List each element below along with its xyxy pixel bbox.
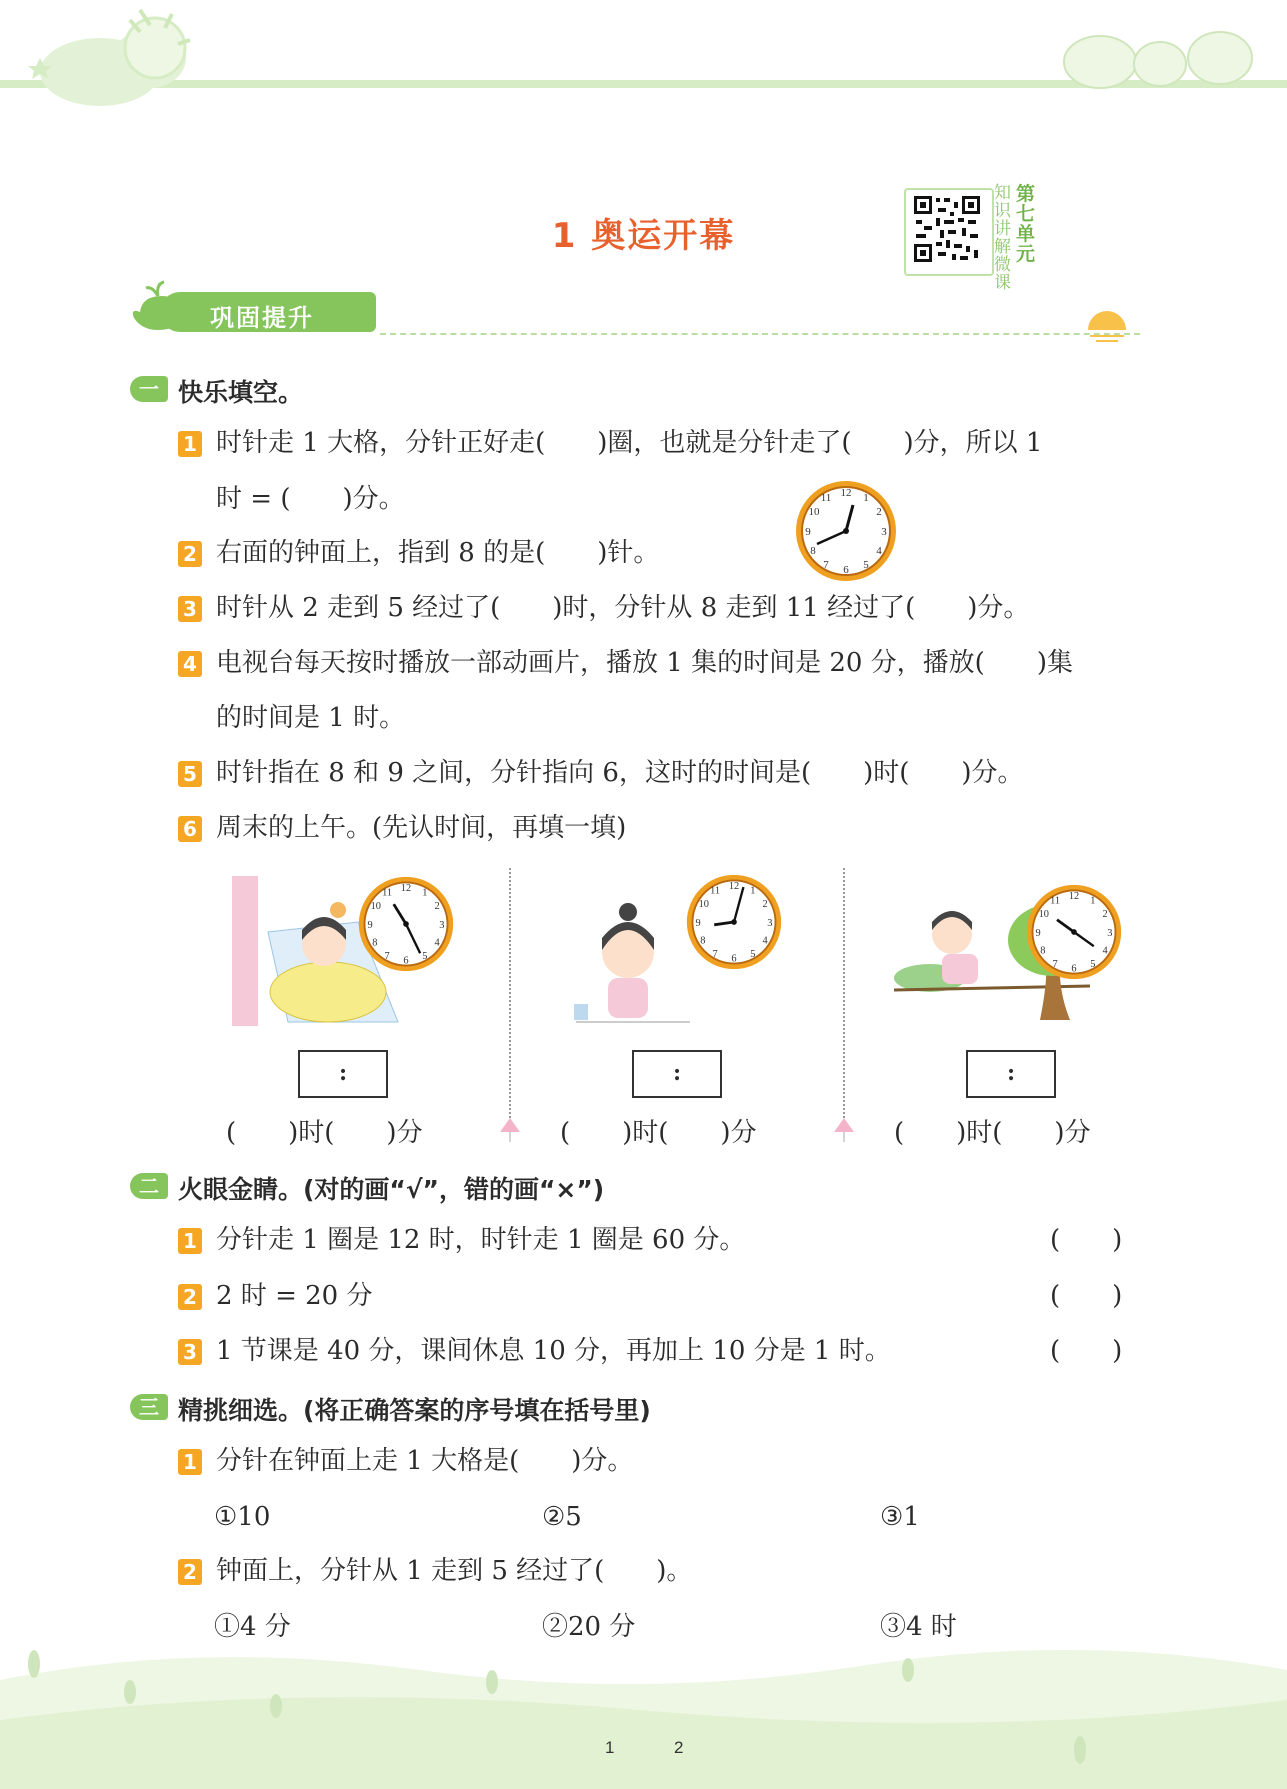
qr-label-char: 七 xyxy=(1016,203,1036,225)
question-text: 钟面上，分针从 1 走到 5 经过了( )。 xyxy=(216,1556,693,1586)
svg-text:11: 11 xyxy=(710,885,721,897)
option[interactable]: ③4 时 xyxy=(880,1612,957,1642)
clock-icon xyxy=(1024,882,1124,982)
sunset-icon xyxy=(1084,300,1130,346)
option[interactable]: ②20 分 xyxy=(542,1612,636,1642)
svg-text:2: 2 xyxy=(434,900,440,912)
svg-text:1: 1 xyxy=(750,885,756,897)
footer-landscape xyxy=(0,1640,1287,1789)
svg-text:3: 3 xyxy=(881,526,887,538)
time-answer-box[interactable]: : xyxy=(298,1050,388,1098)
question-text: 时针从 2 走到 5 经过了( )时，分针从 8 走到 11 经过了( )分。 xyxy=(216,593,1030,623)
svg-text:2: 2 xyxy=(876,506,882,518)
svg-text:10: 10 xyxy=(1038,908,1049,920)
svg-text:8: 8 xyxy=(700,935,706,947)
question-text: 2 时 = 20 分 xyxy=(216,1281,373,1311)
svg-text:9: 9 xyxy=(805,526,811,538)
question-text: 分针走 1 圈是 12 时，时针走 1 圈是 60 分。 xyxy=(216,1225,746,1255)
question-text: 时针指在 8 和 9 之间，分针指向 6，这时的时间是( )时( )分。 xyxy=(216,758,1024,788)
qr-label-char: 识 xyxy=(994,201,1011,221)
panel-answer: ( )时( )分 xyxy=(226,1118,423,1148)
header-decoration xyxy=(0,0,1287,120)
svg-text:1: 1 xyxy=(863,492,869,504)
question-text: 1 节课是 40 分，课间休息 10 分，再加上 10 分是 1 时。 xyxy=(216,1336,891,1366)
qr-label-char: 解 xyxy=(994,237,1011,257)
question-number: 2 xyxy=(178,1284,202,1310)
svg-text:1: 1 xyxy=(422,887,428,899)
svg-text:3: 3 xyxy=(1107,927,1113,939)
option[interactable]: ①4 分 xyxy=(214,1612,291,1642)
question-number: 5 xyxy=(178,761,202,787)
qr-label-unit xyxy=(1016,184,1036,264)
svg-text:5: 5 xyxy=(863,559,869,571)
panel-answer: ( )时( )分 xyxy=(894,1118,1091,1148)
option[interactable]: ①10 xyxy=(214,1502,271,1532)
svg-text:6: 6 xyxy=(1071,963,1077,975)
svg-text:12: 12 xyxy=(840,487,852,499)
question-number: 3 xyxy=(178,1339,202,1365)
svg-text:9: 9 xyxy=(367,919,373,931)
svg-text:2: 2 xyxy=(762,898,768,910)
section1-badge: 一 xyxy=(130,376,168,402)
svg-text:8: 8 xyxy=(372,937,378,949)
question-number: 2 xyxy=(178,1559,202,1585)
page-number-right: 2 xyxy=(674,1738,684,1757)
svg-text:8: 8 xyxy=(1040,945,1046,957)
panel-divider xyxy=(843,868,845,1118)
question-number: 2 xyxy=(178,541,202,567)
section3-title: 精挑细选。(将正确答案的序号填在括号里) xyxy=(178,1396,651,1425)
svg-text:2: 2 xyxy=(1102,908,1108,920)
svg-text:11: 11 xyxy=(820,492,832,504)
svg-text:6: 6 xyxy=(731,953,737,965)
judge-paren[interactable]: ( ) xyxy=(1050,1336,1123,1366)
svg-text:11: 11 xyxy=(1050,895,1061,907)
qr-code-icon[interactable] xyxy=(912,194,982,264)
svg-text:4: 4 xyxy=(1102,945,1108,957)
svg-text:5: 5 xyxy=(1090,958,1096,970)
question-text: 右面的钟面上，指到 8 的是( )针。 xyxy=(216,538,660,568)
qr-label-char: 知 xyxy=(994,183,1011,203)
panel-divider xyxy=(509,868,511,1118)
svg-text:12: 12 xyxy=(1068,890,1080,902)
clock-icon xyxy=(684,872,784,972)
svg-text:5: 5 xyxy=(750,948,756,960)
question-number: 1 xyxy=(178,1228,202,1254)
option[interactable]: ③1 xyxy=(880,1502,920,1532)
svg-text:9: 9 xyxy=(1035,927,1041,939)
svg-text:1: 1 xyxy=(1090,895,1096,907)
svg-text:12: 12 xyxy=(400,882,412,894)
clock-icon xyxy=(793,478,899,584)
time-answer-box[interactable]: : xyxy=(632,1050,722,1098)
banner-divider xyxy=(380,333,1140,335)
panel-answer: ( )时( )分 xyxy=(560,1118,757,1148)
svg-text:10: 10 xyxy=(808,506,820,518)
question-text: 的时间是 1 时。 xyxy=(216,703,406,733)
question-number: 1 xyxy=(178,431,202,457)
time-answer-box[interactable]: : xyxy=(966,1050,1056,1098)
question-number: 4 xyxy=(178,651,202,677)
question-text: 时针走 1 大格，分针正好走( )圈，也就是分针走了( )分，所以 1 xyxy=(216,428,1043,458)
judge-paren[interactable]: ( ) xyxy=(1050,1225,1123,1255)
svg-text:10: 10 xyxy=(370,900,381,912)
svg-text:4: 4 xyxy=(762,935,768,947)
svg-text:7: 7 xyxy=(823,559,829,571)
question-text: 周末的上午。(先认时间，再填一填) xyxy=(216,813,627,843)
svg-text:4: 4 xyxy=(434,937,440,949)
judge-paren[interactable]: ( ) xyxy=(1050,1281,1123,1311)
option[interactable]: ②5 xyxy=(542,1502,582,1532)
svg-text:3: 3 xyxy=(439,919,445,931)
qr-label-char: 单 xyxy=(1016,223,1036,245)
svg-text:7: 7 xyxy=(1052,958,1058,970)
svg-text:6: 6 xyxy=(843,564,849,576)
svg-text:5: 5 xyxy=(422,950,428,962)
svg-text:3: 3 xyxy=(767,917,773,929)
question-text: 分针在钟面上走 1 大格是( )分。 xyxy=(216,1446,634,1476)
question-number: 6 xyxy=(178,816,202,842)
question-number: 3 xyxy=(178,596,202,622)
section3-badge: 三 xyxy=(130,1394,168,1420)
qr-label-lesson xyxy=(994,184,1014,292)
flower-icon xyxy=(832,1116,856,1144)
page-number-left: 1 xyxy=(605,1738,615,1757)
qr-label-char: 第 xyxy=(1016,183,1036,205)
svg-text:9: 9 xyxy=(695,917,701,929)
question-text: 时 = ( )分。 xyxy=(216,484,405,514)
question-text: 电视台每天按时播放一部动画片，播放 1 集的时间是 20 分，播放( )集 xyxy=(216,648,1073,678)
question-number: 1 xyxy=(178,1449,202,1475)
page-title: 1 奥运开幕 xyxy=(551,216,736,256)
section1-title: 快乐填空。 xyxy=(178,378,304,407)
flower-icon xyxy=(498,1116,522,1144)
qr-label-char: 微 xyxy=(994,255,1011,275)
svg-text:12: 12 xyxy=(728,880,740,892)
clock-icon xyxy=(356,874,456,974)
svg-text:7: 7 xyxy=(712,948,718,960)
svg-text:11: 11 xyxy=(382,887,393,899)
svg-text:10: 10 xyxy=(698,898,709,910)
qr-label-char: 课 xyxy=(994,273,1011,293)
svg-text:4: 4 xyxy=(876,545,882,557)
svg-text:8: 8 xyxy=(810,545,816,557)
qr-label-char: 元 xyxy=(1016,243,1036,265)
section2-title: 火眼金睛。(对的画“√”，错的画“×”) xyxy=(178,1175,605,1204)
svg-text:7: 7 xyxy=(384,950,390,962)
qr-label-char: 讲 xyxy=(994,219,1011,239)
banner-label: 巩固提升 xyxy=(210,304,314,332)
svg-text:6: 6 xyxy=(403,955,409,967)
section2-badge: 二 xyxy=(130,1173,168,1199)
